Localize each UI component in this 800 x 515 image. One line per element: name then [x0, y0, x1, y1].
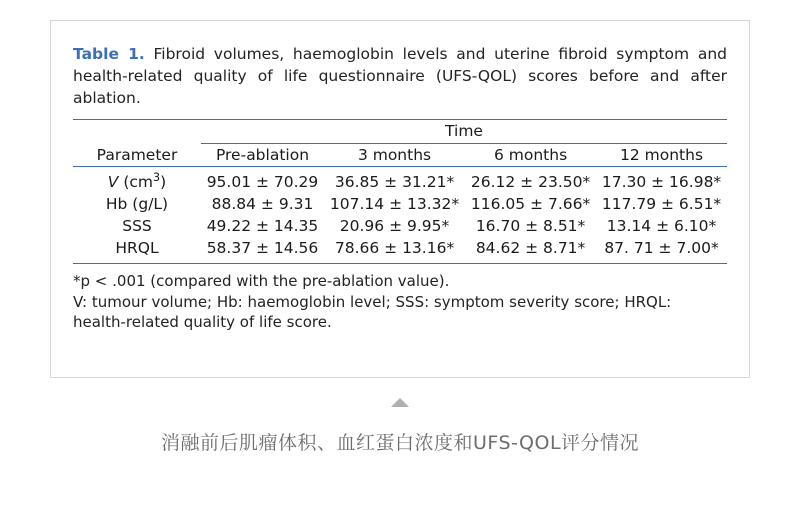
group-header-time: Time — [201, 120, 727, 143]
row-parameter-hb: Hb (g/L) — [105, 195, 169, 213]
collapse-control[interactable] — [0, 392, 800, 410]
row-parameter-sss: SSS — [122, 217, 152, 235]
cell-value: 26.12 ± 23.50* — [470, 173, 591, 191]
row-parameter-hrql: HRQL — [73, 237, 201, 264]
cell-value: 88.84 ± 9.31 — [211, 195, 314, 213]
cell-value: 84.62 ± 8.71* — [465, 237, 596, 264]
row-parameter-volume — [73, 167, 201, 194]
cell-value: 78.66 ± 13.16* — [324, 237, 465, 264]
column-header-pre-ablation: Pre-ablation — [201, 144, 324, 167]
cell-value: 87. 71 ± 7.00* — [596, 237, 727, 264]
table-row — [73, 237, 727, 264]
column-header-6-months: 6 months — [465, 144, 596, 167]
cell-value: 20.96 ± 9.95* — [339, 217, 450, 235]
table-figure-inner — [73, 43, 727, 361]
footnote-significance: *p < .001 (compared with the pre-ablation value). — [73, 272, 450, 290]
table-row — [73, 167, 727, 194]
column-header-parameter: Parameter — [73, 144, 201, 167]
row-parameter-volume-exponent: 3 — [153, 170, 161, 184]
table-row — [73, 193, 727, 215]
table-group-header-row — [73, 120, 727, 143]
group-header-spacer — [73, 120, 201, 143]
cell-value: 58.37 ± 14.56 — [201, 237, 324, 264]
cell-value: 116.05 ± 7.66* — [470, 195, 591, 213]
figure-label: 消融前后肌瘤体积、血红蛋白浓度和UFS-QOL评分情况 — [160, 432, 640, 454]
table-row — [73, 215, 727, 237]
footnote-abbreviations: V: tumour volume; Hb: haemoglobin level; SSS: symptom severity score; HRQL: health-related quality of life score. — [73, 292, 672, 332]
column-header-3-months: 3 months — [324, 144, 465, 167]
cell-value: 117.79 ± 6.51* — [601, 195, 722, 213]
cell-value: 16.70 ± 8.51* — [475, 217, 586, 235]
cell-value: 13.14 ± 6.10* — [606, 217, 717, 235]
cell-value: 107.14 ± 13.32* — [329, 195, 460, 213]
results-table — [73, 119, 727, 264]
table-footnotes — [73, 271, 727, 333]
cell-value: 95.01 ± 70.29 — [206, 173, 319, 191]
table-column-header-row — [73, 144, 727, 167]
table-caption-text: Fibroid volumes, haemoglobin levels and uterine fibroid symptom and health-related quality of life questionnaire (UFS-QOL) scores before and after ablation. — [73, 45, 727, 107]
caret-up-icon[interactable] — [391, 398, 409, 407]
cell-value: 17.30 ± 16.98* — [601, 173, 722, 191]
table-caption-label: Table 1. — [73, 45, 145, 63]
cell-value: 49.22 ± 14.35 — [206, 217, 319, 235]
cell-value: 36.85 ± 31.21* — [334, 173, 455, 191]
column-header-12-months: 12 months — [596, 144, 727, 167]
row-parameter-volume-symbol: V — [107, 173, 119, 191]
row-parameter-volume-tail: ) — [160, 173, 167, 191]
table-caption — [73, 43, 727, 109]
row-parameter-volume-unit: (cm — [118, 173, 154, 191]
table-figure-card — [50, 20, 750, 378]
